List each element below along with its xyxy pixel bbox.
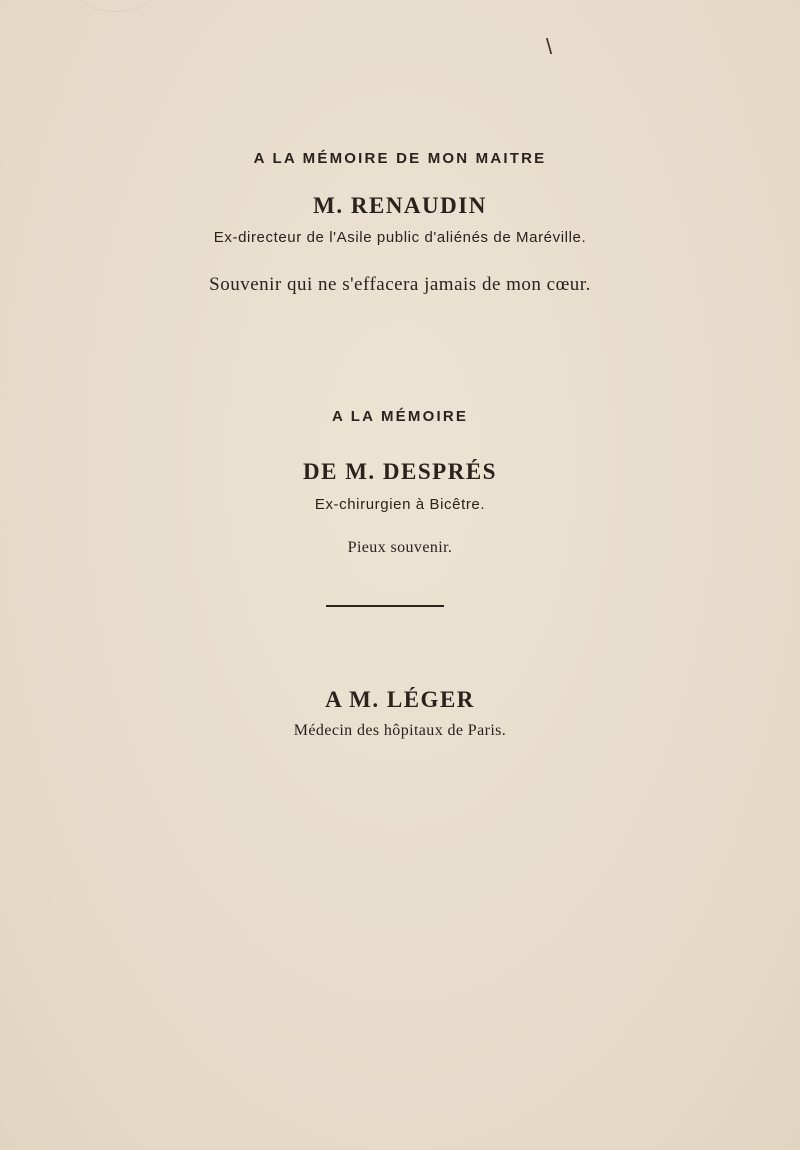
page-stain	[80, 0, 152, 12]
dedication-3-role: Médecin des hôpitaux de Paris.	[293, 722, 507, 739]
dedication-2-role: Ex-chirurgien à Bicêtre.	[314, 496, 486, 513]
dedication-2-note: Pieux souvenir.	[347, 539, 453, 556]
dedication-1-note: Souvenir qui ne s'effacera jamais de mon cœur.	[209, 274, 591, 295]
section-divider	[326, 605, 444, 607]
dedication-1-name: M. RENAUDIN	[313, 193, 487, 218]
page-mark: \	[546, 34, 553, 59]
dedication-3-name: A M. LÉGER	[325, 687, 475, 712]
dedication-2-heading: A LA MÉMOIRE	[331, 408, 469, 425]
dedication-1-heading: A LA MÉMOIRE DE MON MAITRE	[253, 150, 547, 167]
dedication-1-role: Ex-directeur de l'Asile public d'aliénés de Maréville.	[213, 229, 587, 246]
dedication-2-name: DE M. DESPRÉS	[303, 459, 497, 484]
